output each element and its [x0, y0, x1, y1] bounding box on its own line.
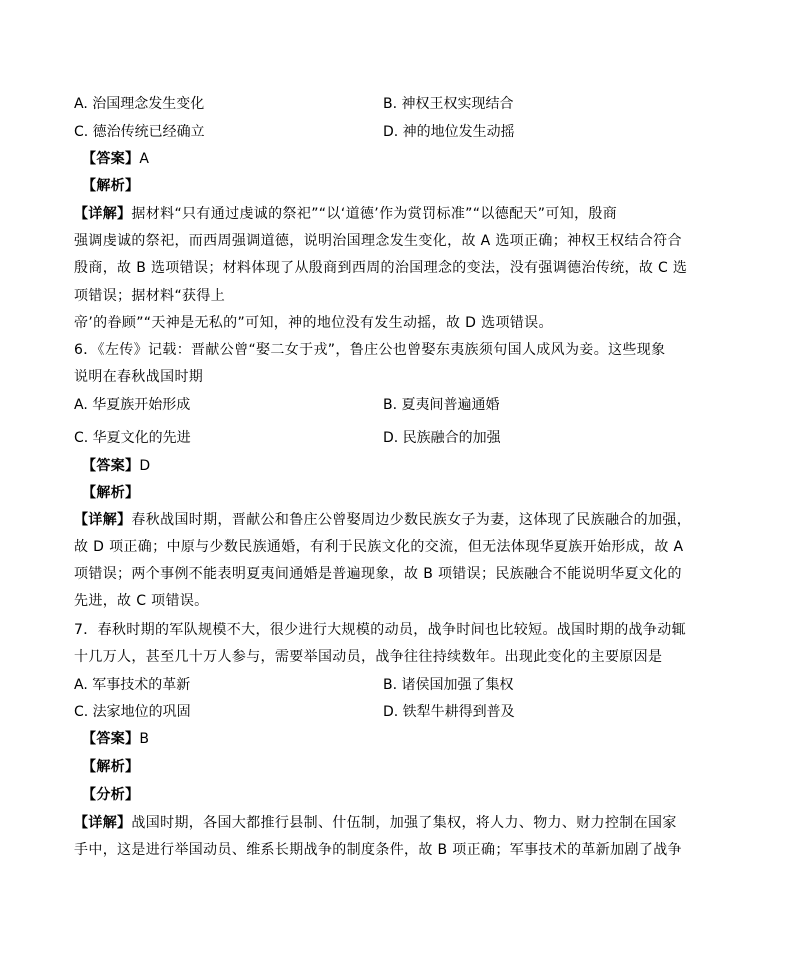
q5-detail-line-4: 项错误；据材料“获得上 — [74, 288, 226, 304]
q7-analysis2-tag: 【分析】 — [82, 787, 140, 803]
q5-answer — [82, 149, 682, 169]
q7-detail-line-1: 【详解】战国时期，各国大都推行县制、什伍制，加强了集权，将人力、物力、财力控制在国家 — [74, 815, 677, 831]
q7-stem-line-1: 7．春秋时期的军队规模不大，很少进行大规模的动员，战争时间也比较短。战国时期的战争动辄 — [74, 622, 686, 638]
q7-stem-line-2: 十几万人，甚至几十万人参与，需要举国动员，战争往往持续数年。出现此变化的主要原因是 — [74, 649, 663, 665]
q5-answer-tag: 【答案】 — [82, 151, 140, 167]
q6-answer-tag: 【答案】 — [82, 458, 140, 474]
q7-answer — [82, 729, 682, 749]
q6-option-c: C. 华夏文化的先进 — [74, 430, 191, 446]
q6-stem-line-2: 说明在春秋战国时期 — [74, 369, 204, 385]
q5-option-c: C. 德治传统已经确立 — [74, 124, 205, 140]
q6-stem-line-1: 6．《左传》记载：晋献公曾“娶二女于戎”，鲁庄公也曾娶东夷族须句国人成风为妾。这些现象 — [74, 342, 666, 358]
q6-answer-value: D — [139, 458, 151, 474]
q5-option-a: A. 治国理念发生变化 — [74, 96, 205, 112]
q5-detail-line-5: 帝’的眷顾”“天神是无私的”可知，神的地位没有发生动摇，故 D 选项错误。 — [74, 315, 553, 331]
q7-answer-value: B — [139, 731, 150, 747]
q7-analysis-tag: 【解析】 — [82, 759, 140, 775]
q7-option-a: A. 军事技术的革新 — [74, 677, 191, 693]
q6-detail-line-3: 项错误；两个事例不能表明夏夷间通婚是普遍现象，故 B 项错误；民族融合不能说明华夏文化的 — [74, 566, 682, 582]
q6-option-b: B. 夏夷间普遍通婚 — [383, 397, 500, 413]
q5-detail-line-2: 强调虔诚的祭祀，而西周强调道德，说明治国理念发生变化，故 A 选项正确；神权王权结合符合 — [74, 233, 682, 249]
q5-detail-line-3: 殷商，故 B 选项错误；材料体现了从殷商到西周的治国理念的变法，没有强调德治传统，故 C 选 — [74, 260, 688, 276]
q6-detail-line-4: 先进，故 C 项错误。 — [74, 593, 209, 609]
q7-detail-tag: 【详解】 — [74, 815, 132, 831]
q7-detail-line-2: 手中，这是进行举国动员、维系长期战争的制度条件，故 B 项正确；军事技术的革新加剧了战争 — [74, 842, 682, 858]
q6-detail-tag: 【详解】 — [74, 512, 132, 528]
q5-detail-line-1: 【详解】据材料“只有通过虔诚的祭祀”“以‘道德’作为赏罚标准”“以德配天”可知，殷商 — [74, 206, 618, 222]
q5-option-b: B. 神权王权实现结合 — [383, 96, 514, 112]
q6-option-a: A. 华夏族开始形成 — [74, 397, 191, 413]
q5-answer-value: A — [139, 151, 150, 167]
q7-option-b: B. 诸侯国加强了集权 — [383, 677, 514, 693]
q7-answer-tag: 【答案】 — [82, 731, 140, 747]
q6-detail-line-1: 【详解】春秋战国时期，晋献公和鲁庄公曾娶周边少数民族女子为妻，这体现了民族融合的加强， — [74, 512, 692, 528]
q7-option-c: C. 法家地位的巩固 — [74, 704, 191, 720]
q6-option-d: D. 民族融合的加强 — [383, 430, 501, 446]
q6-detail-line-2: 故 D 项正确；中原与少数民族通婚，有利于民族文化的交流，但无法体现华夏族开始形成，故 A — [74, 539, 684, 555]
q5-analysis-tag: 【解析】 — [82, 178, 140, 194]
q6-analysis-tag: 【解析】 — [82, 485, 140, 501]
q5-option-d: D. 神的地位发生动摇 — [383, 124, 515, 140]
q6-answer — [82, 456, 682, 476]
q5-detail-tag: 【详解】 — [74, 206, 132, 222]
q7-option-d: D. 铁犁牛耕得到普及 — [383, 704, 515, 720]
